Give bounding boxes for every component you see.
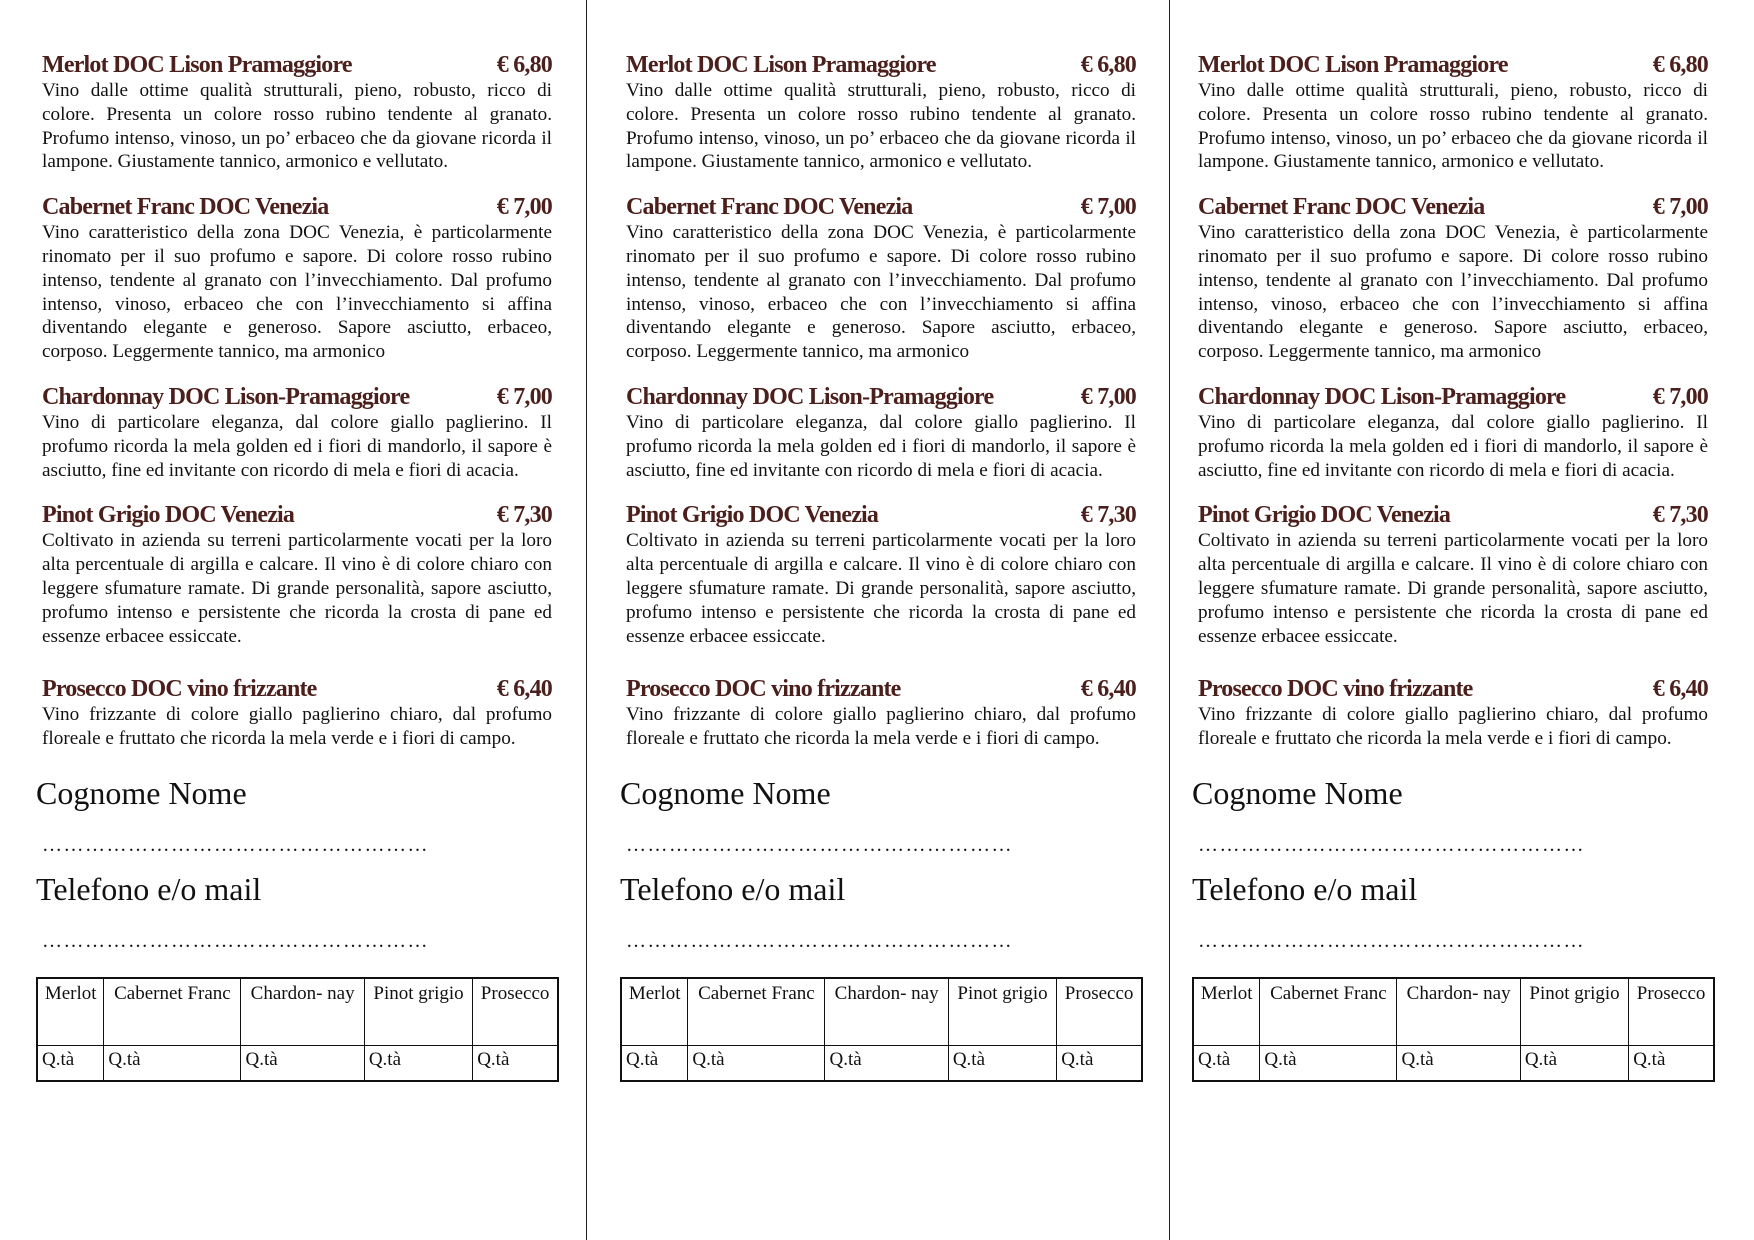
wine-item [626, 676, 1136, 751]
wine-item [626, 384, 1136, 482]
order-header-merlot: Merlot [621, 978, 688, 1046]
contact-label: Telefono e/o mail [36, 870, 262, 907]
qty-cell[interactable]: Q.tà [1397, 1045, 1520, 1081]
qty-cell[interactable]: Q.tà [825, 1045, 948, 1081]
wine-price: € 7,00 [1080, 383, 1136, 410]
wine-description: Vino frizzante di colore giallo paglierino chiaro, dal profumo floreale e fruttato che ricorda la mela verde e i fiori di campo. [1198, 704, 1708, 750]
order-table [620, 977, 1143, 1082]
order-table-header-row [1193, 978, 1714, 1046]
wine-price: € 6,80 [1652, 52, 1708, 78]
wine-name: Pinot Grigio DOC Venezia [1198, 502, 1451, 529]
order-header-pinot: Pinot grigio [364, 978, 472, 1046]
wine-description: Vino caratteristico della zona DOC Venezia, è particolarmente rinomato per il suo profumo e sapore. Di colore rosso rubino intenso, tendente al granato con l’invecchiamento. Dal profumo intenso, vinoso, erbaceo che con l’invecchiamento si affina diventando elegante e generoso. Sapore asciutto, erbaceo, corposo. Leggermente tannico, ma armonico [42, 222, 552, 363]
contact-field[interactable]: ……………………………………………… [626, 929, 1013, 952]
wine-description: Vino di particolare eleganza, dal colore giallo paglierino. Il profumo ricorda la mela golden ed i fiori di mandorlo, il sapore è asciutto, fine ed invitante con ricordo di mela e fiori di acacia. [1198, 411, 1708, 481]
wine-item [42, 676, 552, 751]
wine-item [42, 52, 552, 174]
order-header-chardonnay: Chardon- nay [1397, 978, 1520, 1046]
order-table-qty-row [1193, 1045, 1714, 1081]
qty-cell[interactable]: Q.tà [37, 1045, 104, 1081]
wine-item [1198, 384, 1708, 482]
order-header-merlot: Merlot [1193, 978, 1260, 1046]
wine-item [1198, 52, 1708, 174]
wine-item [42, 502, 552, 648]
contact-label: Telefono e/o mail [1192, 870, 1418, 907]
wine-name: Prosecco DOC vino frizzante [626, 676, 901, 703]
contact-field[interactable]: ……………………………………………… [42, 929, 429, 952]
column-divider [1169, 0, 1170, 1240]
wine-name: Chardonnay DOC Lison-Pramaggiore [1198, 383, 1566, 410]
wine-description: Coltivato in azienda su terreni particolarmente vocati per la loro alta percentuale di argilla e calcare. Il vino è di colore chiaro con leggere sfumature ramate. Di grande personalità, sapore asciutto, profumo intenso e persistente che ricorda la crosta di pane ed essenze erbacee essiccate. [626, 530, 1136, 647]
qty-cell[interactable]: Q.tà [1260, 1045, 1397, 1081]
wine-item [626, 502, 1136, 648]
order-header-cabernet: Cabernet Franc [104, 978, 241, 1046]
order-header-merlot: Merlot [37, 978, 104, 1046]
contact-label: Telefono e/o mail [620, 870, 846, 907]
order-header-cabernet: Cabernet Franc [688, 978, 825, 1046]
wine-price: € 6,80 [1080, 52, 1136, 78]
contact-field[interactable]: ……………………………………………… [1198, 929, 1585, 952]
name-label: Cognome Nome [1192, 774, 1403, 811]
wine-list [1198, 52, 1708, 751]
qty-cell[interactable]: Q.tà [364, 1045, 472, 1081]
wine-name: Chardonnay DOC Lison-Pramaggiore [42, 383, 410, 410]
qty-cell[interactable]: Q.tà [688, 1045, 825, 1081]
order-table-qty-row [621, 1045, 1142, 1081]
qty-cell[interactable]: Q.tà [241, 1045, 364, 1081]
qty-cell[interactable]: Q.tà [1193, 1045, 1260, 1081]
order-header-prosecco: Prosecco [473, 978, 558, 1046]
wine-item [626, 194, 1136, 364]
wine-name: Pinot Grigio DOC Venezia [626, 502, 879, 529]
wine-description: Vino frizzante di colore giallo paglierino chiaro, dal profumo floreale e fruttato che ricorda la mela verde e i fiori di campo. [626, 704, 1136, 750]
name-field[interactable]: ……………………………………………… [626, 833, 1013, 856]
wine-name: Chardonnay DOC Lison-Pramaggiore [626, 383, 994, 410]
order-table-header-row [621, 978, 1142, 1046]
wine-name: Merlot DOC Lison Pramaggiore [1198, 52, 1508, 78]
wine-name: Merlot DOC Lison Pramaggiore [42, 52, 352, 78]
qty-cell[interactable]: Q.tà [473, 1045, 558, 1081]
order-header-cabernet: Cabernet Franc [1260, 978, 1397, 1046]
wine-price: € 7,00 [1080, 194, 1136, 221]
wine-item [1198, 194, 1708, 364]
wine-name: Prosecco DOC vino frizzante [42, 676, 317, 703]
wine-description: Vino di particolare eleganza, dal colore giallo paglierino. Il profumo ricorda la mela golden ed i fiori di mandorlo, il sapore è asciutto, fine ed invitante con ricordo di mela e fiori di acacia. [626, 411, 1136, 481]
wine-description: Vino caratteristico della zona DOC Venezia, è particolarmente rinomato per il suo profumo e sapore. Di colore rosso rubino intenso, tendente al granato con l’invecchiamento. Dal profumo intenso, vinoso, erbaceo che con l’invecchiamento si affina diventando elegante e generoso. Sapore asciutto, erbaceo, corposo. Leggermente tannico, ma armonico [1198, 222, 1708, 363]
wine-price: € 7,00 [1652, 383, 1708, 410]
order-header-prosecco: Prosecco [1629, 978, 1714, 1046]
menu-column-2 [620, 52, 1136, 1082]
name-label: Cognome Nome [36, 774, 247, 811]
order-table-qty-row [37, 1045, 558, 1081]
wine-price: € 7,00 [1652, 194, 1708, 221]
qty-cell[interactable]: Q.tà [1520, 1045, 1628, 1081]
wine-name: Cabernet Franc DOC Venezia [626, 194, 913, 221]
order-table [36, 977, 559, 1082]
wine-description: Vino di particolare eleganza, dal colore giallo paglierino. Il profumo ricorda la mela golden ed i fiori di mandorlo, il sapore è asciutto, fine ed invitante con ricordo di mela e fiori di acacia. [42, 411, 552, 481]
wine-description: Vino dalle ottime qualità strutturali, pieno, robusto, ricco di colore. Presenta un colore rosso rubino tendente al granato. Profumo intenso, vinoso, un po’ erbaceo che da giovane ricorda il lampone. Giustamente tannico, armonico e vellutato. [42, 80, 552, 173]
wine-description: Vino dalle ottime qualità strutturali, pieno, robusto, ricco di colore. Presenta un colore rosso rubino tendente al granato. Profumo intenso, vinoso, un po’ erbaceo che da giovane ricorda il lampone. Giustamente tannico, armonico e vellutato. [626, 80, 1136, 173]
wine-description: Coltivato in azienda su terreni particolarmente vocati per la loro alta percentuale di argilla e calcare. Il vino è di colore chiaro con leggere sfumature ramate. Di grande personalità, sapore asciutto, profumo intenso e persistente che ricorda la crosta di pane ed essenze erbacee essiccate. [1198, 530, 1708, 647]
wine-item [42, 384, 552, 482]
wine-name: Pinot Grigio DOC Venezia [42, 502, 295, 529]
wine-price: € 6,40 [496, 676, 552, 703]
name-field[interactable]: ……………………………………………… [42, 833, 429, 856]
wine-description: Coltivato in azienda su terreni particolarmente vocati per la loro alta percentuale di argilla e calcare. Il vino è di colore chiaro con leggere sfumature ramate. Di grande personalità, sapore asciutto, profumo intenso e persistente che ricorda la crosta di pane ed essenze erbacee essiccate. [42, 530, 552, 647]
order-header-chardonnay: Chardon- nay [241, 978, 364, 1046]
wine-name: Cabernet Franc DOC Venezia [42, 194, 329, 221]
column-divider [586, 0, 587, 1240]
wine-list [626, 52, 1136, 751]
wine-price: € 7,30 [1080, 502, 1136, 529]
qty-cell[interactable]: Q.tà [621, 1045, 688, 1081]
order-table-header-row [37, 978, 558, 1046]
qty-cell[interactable]: Q.tà [948, 1045, 1056, 1081]
wine-description: Vino caratteristico della zona DOC Venezia, è particolarmente rinomato per il suo profumo e sapore. Di colore rosso rubino intenso, tendente al granato con l’invecchiamento. Dal profumo intenso, vinoso, erbaceo che con l’invecchiamento si affina diventando elegante e generoso. Sapore asciutto, erbaceo, corposo. Leggermente tannico, ma armonico [626, 222, 1136, 363]
order-header-pinot: Pinot grigio [1520, 978, 1628, 1046]
wine-name: Merlot DOC Lison Pramaggiore [626, 52, 936, 78]
qty-cell[interactable]: Q.tà [1057, 1045, 1142, 1081]
wine-item [1198, 676, 1708, 751]
wine-name: Prosecco DOC vino frizzante [1198, 676, 1473, 703]
wine-item [42, 194, 552, 364]
wine-price: € 6,40 [1080, 676, 1136, 703]
wine-list [42, 52, 552, 751]
name-label: Cognome Nome [620, 774, 831, 811]
wine-price: € 6,40 [1652, 676, 1708, 703]
wine-name: Cabernet Franc DOC Venezia [1198, 194, 1485, 221]
wine-price: € 7,00 [496, 194, 552, 221]
wine-description: Vino dalle ottime qualità strutturali, pieno, robusto, ricco di colore. Presenta un colore rosso rubino tendente al granato. Profumo intenso, vinoso, un po’ erbaceo che da giovane ricorda il lampone. Giustamente tannico, armonico e vellutato. [1198, 80, 1708, 173]
order-header-prosecco: Prosecco [1057, 978, 1142, 1046]
wine-price: € 7,30 [1652, 502, 1708, 529]
wine-price: € 7,30 [496, 502, 552, 529]
wine-item [626, 52, 1136, 174]
menu-column-3 [1192, 52, 1708, 1082]
wine-price: € 7,00 [496, 383, 552, 410]
name-field[interactable]: ……………………………………………… [1198, 833, 1585, 856]
qty-cell[interactable]: Q.tà [104, 1045, 241, 1081]
wine-item [1198, 502, 1708, 648]
wine-description: Vino frizzante di colore giallo paglierino chiaro, dal profumo floreale e fruttato che ricorda la mela verde e i fiori di campo. [42, 704, 552, 750]
order-table [1192, 977, 1715, 1082]
wine-price: € 6,80 [496, 52, 552, 78]
order-header-pinot: Pinot grigio [948, 978, 1056, 1046]
qty-cell[interactable]: Q.tà [1629, 1045, 1714, 1081]
menu-column-1 [36, 52, 552, 1082]
order-header-chardonnay: Chardon- nay [825, 978, 948, 1046]
